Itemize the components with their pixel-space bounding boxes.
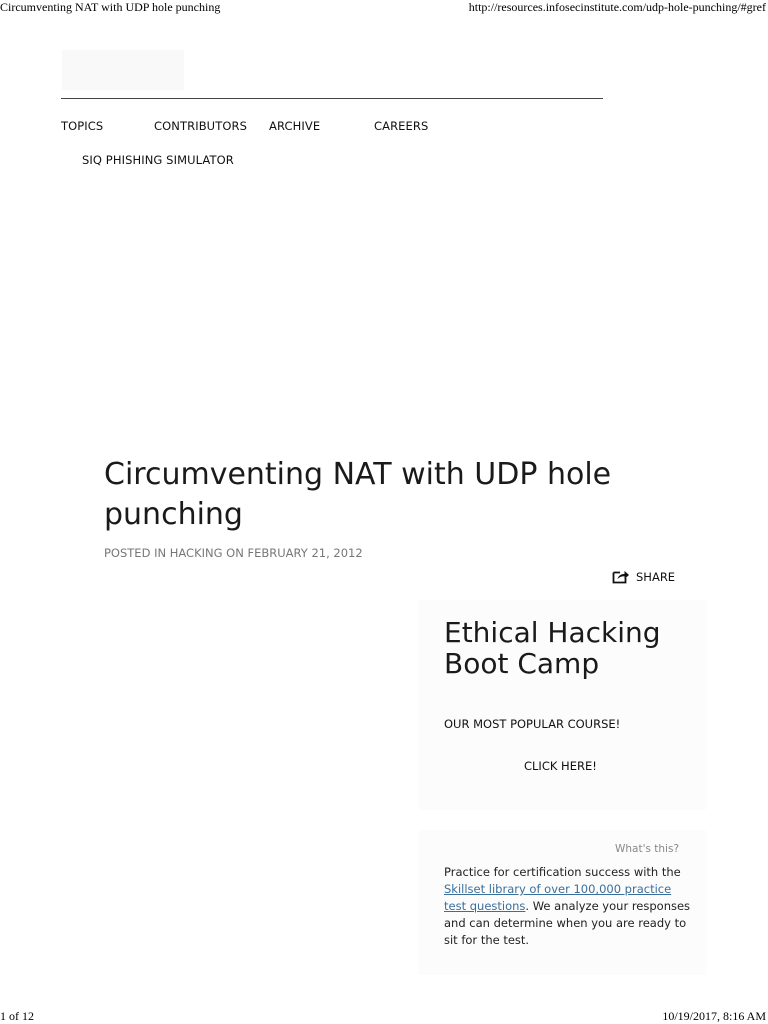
nav-careers[interactable]: CAREERS	[374, 119, 429, 133]
promo-subtitle: OUR MOST POPULAR COURSE!	[444, 717, 621, 731]
promo-click-here-link[interactable]: CLICK HERE!	[524, 759, 597, 773]
share-label: SHARE	[636, 569, 676, 584]
header-divider	[61, 98, 603, 99]
skillset-library-link[interactable]: Skillset library of over 100,000 practice test questions	[444, 882, 672, 913]
nav-topics[interactable]: TOPICS	[61, 119, 104, 133]
whats-this-link[interactable]: What's this?	[615, 843, 680, 855]
article-meta: POSTED IN HACKING ON FEBRUARY 21, 2012	[104, 546, 363, 560]
share-icon	[612, 569, 630, 584]
promo-title: Ethical Hacking Boot Camp	[444, 616, 661, 680]
article-title: Circumventing NAT with UDP hole punching	[104, 457, 612, 532]
nav-archive[interactable]: ARCHIVE	[269, 119, 321, 133]
share-button[interactable]	[612, 569, 675, 584]
print-header-url: http://resources.infosecinstitute.com/udp-hole-punching/#gref	[468, 0, 766, 14]
print-footer-page: 1 of 12	[0, 1009, 34, 1023]
ad-text	[444, 864, 694, 949]
print-footer-datetime: 10/19/2017, 8:16 AM	[662, 1009, 766, 1023]
ad-text-after: . We analyze your responses and can determine when you are ready to sit for the test.	[444, 899, 691, 947]
print-header-title: Circumventing NAT with UDP hole punching	[0, 0, 221, 14]
nav-contributors[interactable]: CONTRIBUTORS	[154, 119, 247, 133]
ad-text-before: Practice for certification success with the	[444, 865, 681, 879]
site-logo[interactable]	[62, 50, 184, 90]
nav-siq-phishing-simulator[interactable]: SIQ PHISHING SIMULATOR	[82, 153, 234, 167]
